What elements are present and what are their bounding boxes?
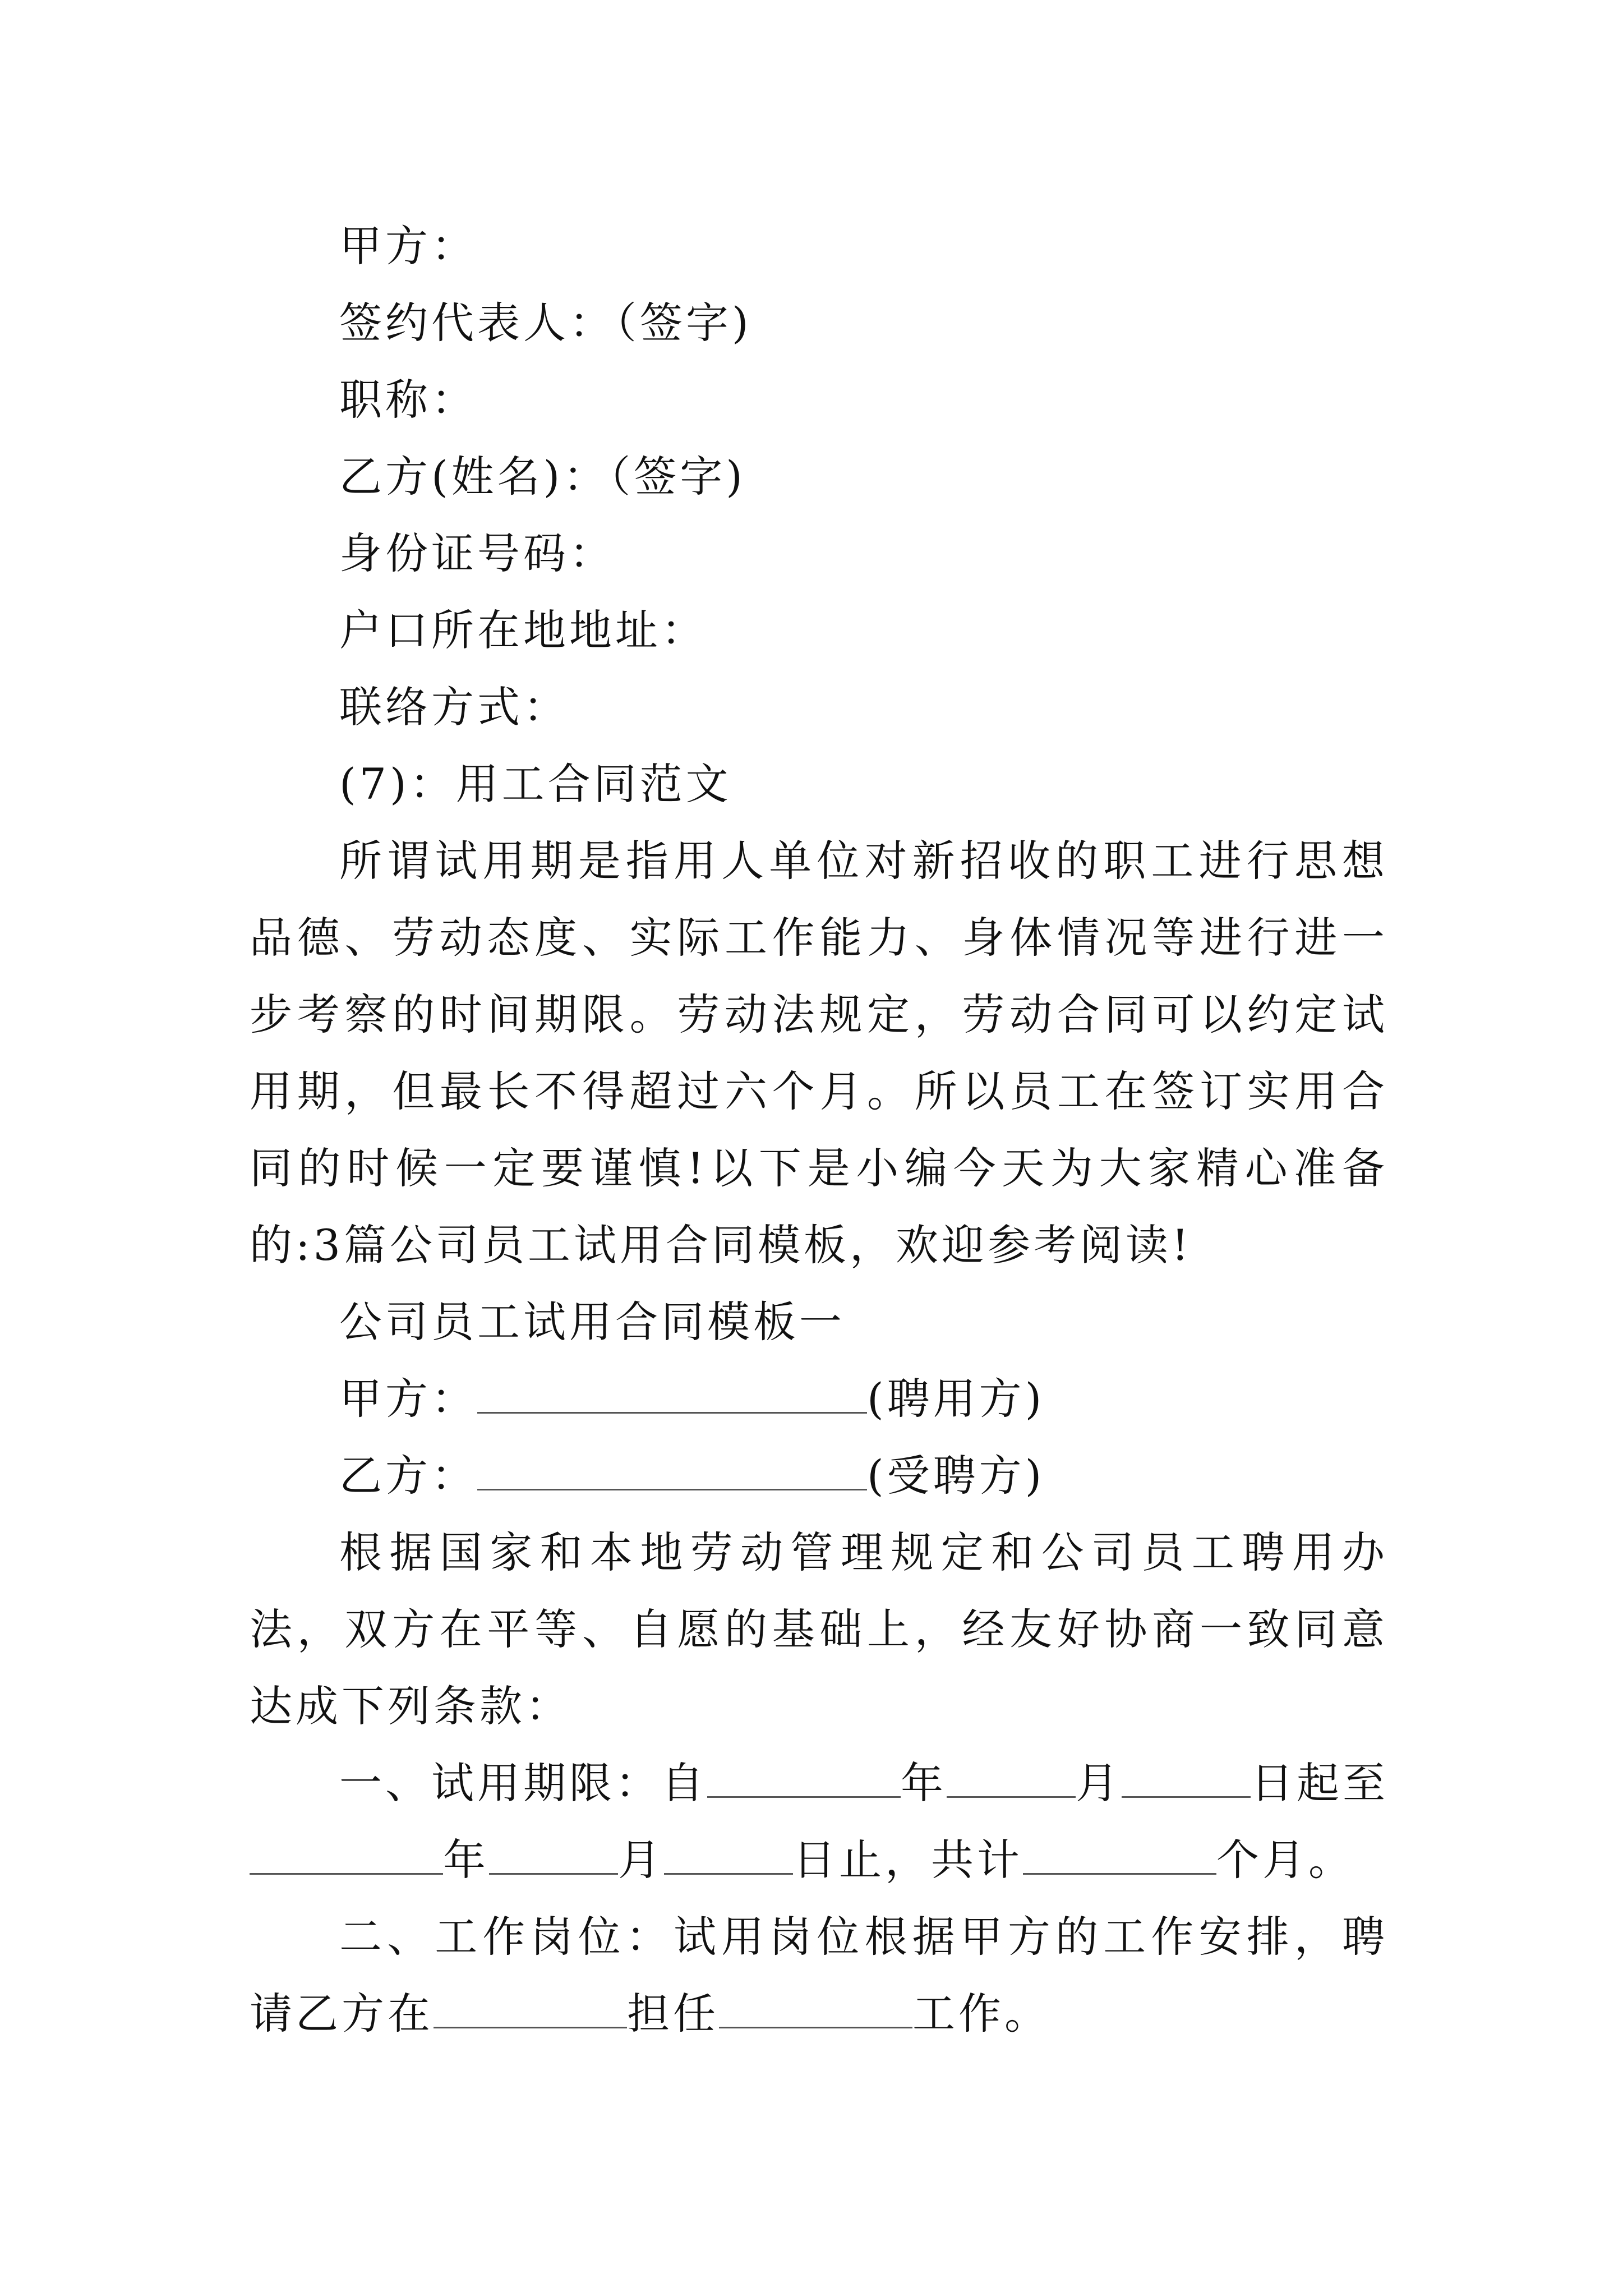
clause2-paragraph xyxy=(250,1898,1388,2052)
party-a-suffix: (聘用方) xyxy=(867,1374,1045,1424)
clause2-text: 二、工作岗位：试用岗位根据甲方的工作安排，聘请乙方在 xyxy=(250,1912,1388,2039)
signing-representative-line: 签约代表人：（签字) xyxy=(339,298,752,348)
document-page xyxy=(250,208,1388,2052)
party-b-suffix: (受聘方) xyxy=(867,1451,1045,1501)
party-a-label: 甲方： xyxy=(339,1374,477,1424)
clause1-line1 xyxy=(250,1745,1388,1821)
party-b-name-line: 乙方(姓名)：（签字) xyxy=(339,452,746,501)
year-label-2: 年 xyxy=(443,1835,489,1885)
year-label: 年 xyxy=(901,1758,947,1808)
clause2-serve: 担任 xyxy=(627,1989,719,2039)
party-b-blank xyxy=(477,1450,867,1490)
party-a-line: 甲方： xyxy=(339,221,477,271)
party-b-field xyxy=(250,1437,1388,1514)
contact-line: 联络方式： xyxy=(339,682,569,732)
party-b-label: 乙方： xyxy=(339,1451,477,1501)
day-to-label: 日止，共计 xyxy=(793,1835,1023,1885)
months-label: 个月。 xyxy=(1216,1835,1354,1885)
clause1-line2 xyxy=(250,1821,1388,1898)
template-title: 公司员工试用合同模板一 xyxy=(339,1297,845,1347)
clause1-prefix: 一、试用期限：自 xyxy=(339,1758,707,1808)
intro-paragraph: 所谓试用期是指用人单位对新招收的职工进行思想品德、劳动态度、实际工作能力、身体情况等进行进一步考察的时间期限。劳动法规定，劳动合同可以约定试用期，但最长不得超过六个月。所以员工在签订实用合同的时候一定要谨慎!以下是小编今天为大家精心准备的:3篇公司员工试用合同模板，欢迎参考阅读! xyxy=(250,836,1388,1270)
end-month-blank xyxy=(489,1834,618,1875)
id-number-line: 身份证号码： xyxy=(339,528,615,578)
day-from-label: 日起至 xyxy=(1251,1758,1389,1808)
job-title-line: 职称： xyxy=(339,375,477,425)
position-blank xyxy=(719,1987,912,2028)
start-day-blank xyxy=(1122,1757,1251,1798)
department-blank xyxy=(434,1987,627,2028)
clause2-work: 工作。 xyxy=(912,1989,1050,2039)
party-a-blank xyxy=(477,1373,867,1414)
total-months-blank xyxy=(1023,1834,1216,1875)
month-label-2: 月 xyxy=(618,1835,664,1885)
start-year-blank xyxy=(707,1757,901,1798)
start-month-blank xyxy=(947,1757,1076,1798)
end-year-blank xyxy=(250,1834,443,1875)
month-label: 月 xyxy=(1076,1758,1122,1808)
end-day-blank xyxy=(664,1834,793,1875)
party-a-field xyxy=(250,1360,1388,1437)
section-heading: (7)：用工合同范文 xyxy=(339,759,732,809)
basis-paragraph: 根据国家和本地劳动管理规定和公司员工聘用办法，双方在平等、自愿的基础上，经友好协商一致同意达成下列条款： xyxy=(250,1527,1388,1731)
household-address-line: 户口所在地地址： xyxy=(339,605,707,655)
